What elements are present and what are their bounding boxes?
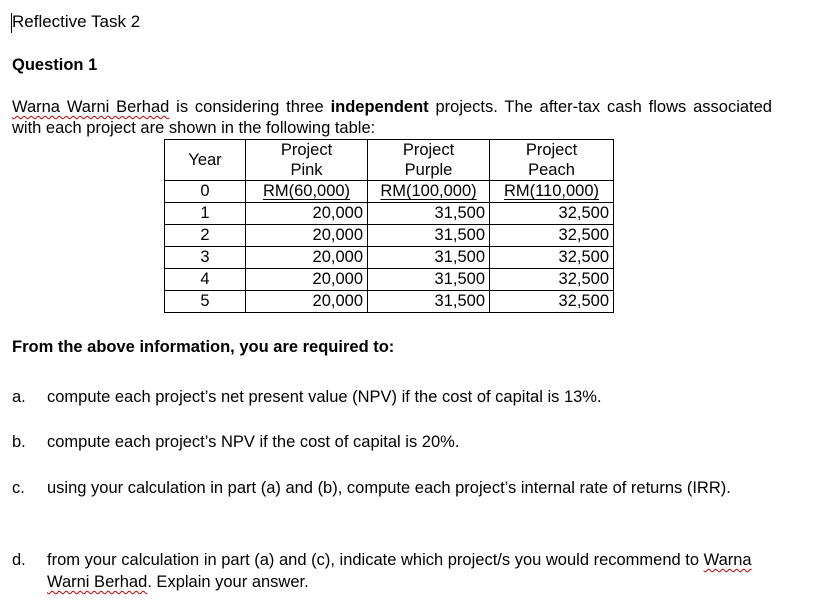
emphasis-text: independent [330, 98, 429, 116]
table-row [165, 225, 614, 247]
intro-paragraph: Warna Warni Berhad is considering three independent projects. The after-tax cash flows associated with each project are shown in the following table: [12, 98, 772, 137]
item-label: d. [12, 551, 26, 569]
cash-flow-table [164, 139, 614, 313]
item-label: a. [12, 388, 26, 406]
purple-cell: RM(100,000) [368, 181, 490, 203]
purple-cell: 31,500 [368, 291, 490, 313]
item-text: using your calculation in part (a) and (b), compute each project’s internal rate of returns (IRR). [47, 479, 731, 497]
year-cell: 0 [165, 181, 246, 203]
year-cell: 1 [165, 203, 246, 225]
peach-cell: 32,500 [490, 203, 614, 225]
table-row [165, 203, 614, 225]
purple-cell: 31,500 [368, 203, 490, 225]
pink-cell: 20,000 [246, 291, 368, 313]
item-label: b. [12, 433, 26, 451]
pink-cell: 20,000 [246, 203, 368, 225]
year-cell: 2 [165, 225, 246, 247]
table-row [165, 269, 614, 291]
pink-cell: 20,000 [246, 225, 368, 247]
pink-cell: RM(60,000) [246, 181, 368, 203]
project-peach-header: Project Peach [490, 140, 614, 181]
table-header-row [165, 140, 614, 181]
table-row [165, 247, 614, 269]
peach-cell: RM(110,000) [490, 181, 614, 203]
company-name: Warna Warni Berhad [47, 551, 752, 591]
year-cell: 5 [165, 291, 246, 313]
peach-cell: 32,500 [490, 225, 614, 247]
pink-cell: 20,000 [246, 247, 368, 269]
table-row [165, 291, 614, 313]
peach-cell: 32,500 [490, 247, 614, 269]
purple-cell: 31,500 [368, 269, 490, 291]
item-label: c. [12, 479, 25, 497]
table-row [165, 181, 614, 203]
pink-cell: 20,000 [246, 269, 368, 291]
year-cell: 4 [165, 269, 246, 291]
company-name: Warna Warni Berhad [12, 98, 170, 116]
peach-cell: 32,500 [490, 291, 614, 313]
purple-cell: 31,500 [368, 225, 490, 247]
item-text: compute each project’s net present value (NPV) if the cost of capital is 13%. [47, 388, 602, 406]
year-cell: 3 [165, 247, 246, 269]
purple-cell: 31,500 [368, 247, 490, 269]
project-purple-header: Project Purple [368, 140, 490, 181]
year-header: Year [165, 140, 246, 181]
item-text: from your calculation in part (a) and (c), indicate which project/s you would recommend to Warna Warni Berhad. Explain your answer. [47, 551, 752, 591]
document-title: Reflective Task 2 [12, 12, 141, 31]
item-text: compute each project’s NPV if the cost of capital is 20%. [47, 433, 460, 451]
requirement-heading: From the above information, you are required to: [12, 338, 395, 356]
project-pink-header: Project Pink [246, 140, 368, 181]
question-heading: Question 1 [12, 56, 98, 74]
peach-cell: 32,500 [490, 269, 614, 291]
